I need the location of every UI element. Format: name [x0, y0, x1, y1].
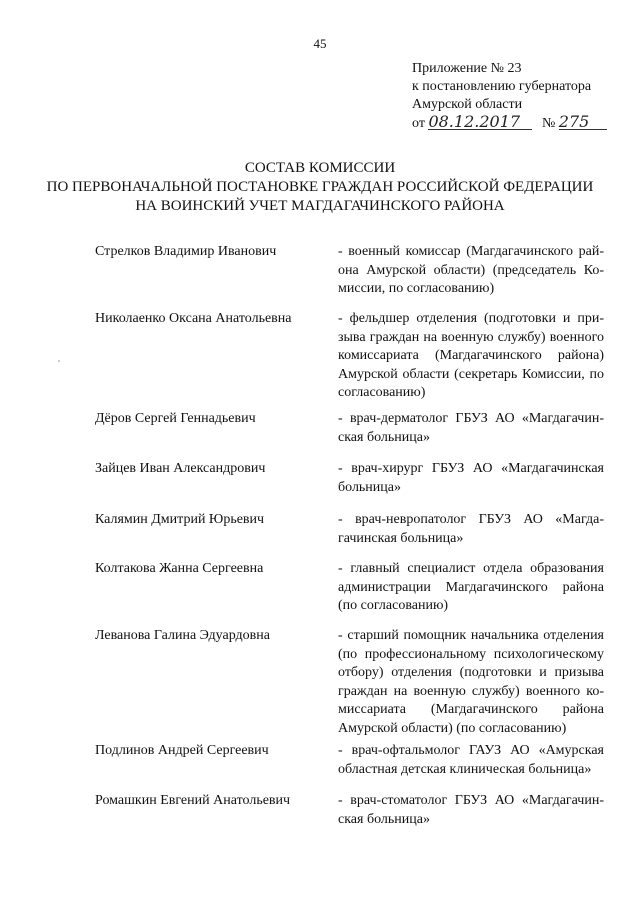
- page-number: 45: [313, 36, 327, 51]
- member-role: [338, 627, 604, 738]
- member-name: Николаенко Оксана Анатольевна: [95, 311, 292, 326]
- role-line: она Амурской области) (председатель Ко-: [338, 262, 604, 278]
- member-name: Подлинов Андрей Сергеевич: [95, 743, 269, 758]
- member-name: Калямин Дмитрий Юрьевич: [95, 512, 265, 527]
- role-line: - старший помощник начальника отделения: [338, 628, 604, 643]
- role-line: - фельдшер отделения (подготовки и при-: [338, 311, 604, 326]
- from-label: от: [412, 116, 425, 131]
- appendix-header: [412, 60, 607, 133]
- role-line: Амурской области (секретарь Комиссии, по: [338, 366, 604, 382]
- title-line-1: СОСТАВ КОМИССИИ: [244, 160, 396, 176]
- member-name: Стрелков Владимир Иванович: [95, 244, 277, 259]
- title-line-3: НА ВОИНСКИЙ УЧЕТ МАГДАГАЧИНСКОГО РАЙОНА: [135, 198, 505, 214]
- role-line: - главный специалист отдела образования: [338, 561, 604, 576]
- role-line: граждан на военную службу) военного ко-: [338, 683, 604, 699]
- role-line: - врач-дерматолог ГБУЗ АО «Магдагачин-: [338, 411, 604, 426]
- role-line: - врач-офтальмолог ГАУЗ АО «Амурская: [338, 743, 604, 758]
- member-name: Зайцев Иван Александрович: [95, 461, 266, 476]
- role-line: согласованию): [338, 385, 426, 400]
- member-role: [338, 742, 604, 779]
- scan-speck: [58, 360, 60, 362]
- role-line: - врач-хирург ГБУЗ АО «Магдагачинская: [338, 461, 604, 476]
- member-name: Колтакова Жанна Сергеевна: [95, 561, 264, 576]
- role-line: ская больница»: [338, 429, 430, 445]
- role-line: (по согласованию): [338, 598, 449, 613]
- role-line: комиссариата (Магдагачинского района): [338, 348, 604, 363]
- role-line: (по профессиональному психологическому: [338, 646, 604, 662]
- role-line: миссии, по согласованию): [338, 281, 495, 296]
- role-line: - врач-невропатолог ГБУЗ АО «Магда-: [338, 512, 604, 527]
- member-name: Леванова Галина Эдуардовна: [95, 628, 270, 643]
- member-role: [338, 410, 604, 447]
- role-line: гачинская больница»: [338, 530, 464, 546]
- appendix-region: Амурской области: [412, 97, 523, 112]
- handwritten-date: 08.12.2017: [428, 114, 532, 130]
- member-role: [338, 310, 604, 403]
- member-name: Дёров Сергей Геннадьевич: [95, 411, 256, 426]
- role-line: - врач-стоматолог ГБУЗ АО «Магдагачин-: [338, 793, 604, 808]
- appendix-reference: к постановлению губернатора: [412, 79, 592, 94]
- role-line: Амурской области) (по согласованию): [338, 720, 567, 736]
- role-line: - военный комиссар (Магдагачинского рай-: [338, 244, 604, 259]
- member-role: [338, 460, 604, 497]
- member-name: Ромашкин Евгений Анатольевич: [95, 793, 291, 808]
- member-role: [338, 792, 604, 829]
- document-title: [0, 159, 640, 216]
- member-role: [338, 243, 604, 299]
- role-line: больница»: [338, 479, 401, 495]
- role-line: миссариата (Магдагачинского района: [338, 702, 604, 717]
- member-role: [338, 511, 604, 548]
- appendix-date-line: [412, 114, 607, 133]
- appendix-number: Приложение № 23: [412, 61, 522, 76]
- role-line: областная детская клиническая больница»: [338, 761, 592, 777]
- role-line: зыва граждан на военную службу) военного: [338, 329, 604, 345]
- role-line: отбору) отделения (подготовки и призыва: [338, 665, 604, 680]
- role-line: ская больница»: [338, 811, 430, 827]
- number-label: №: [541, 116, 556, 131]
- member-role: [338, 560, 604, 616]
- title-line-2: ПО ПЕРВОНАЧАЛЬНОЙ ПОСТАНОВКЕ ГРАЖДАН РОССИЙСКОЙ ФЕДЕРАЦИИ: [46, 179, 594, 195]
- handwritten-number: 275: [559, 114, 607, 130]
- role-line: администрации Магдагачинского района: [338, 579, 604, 595]
